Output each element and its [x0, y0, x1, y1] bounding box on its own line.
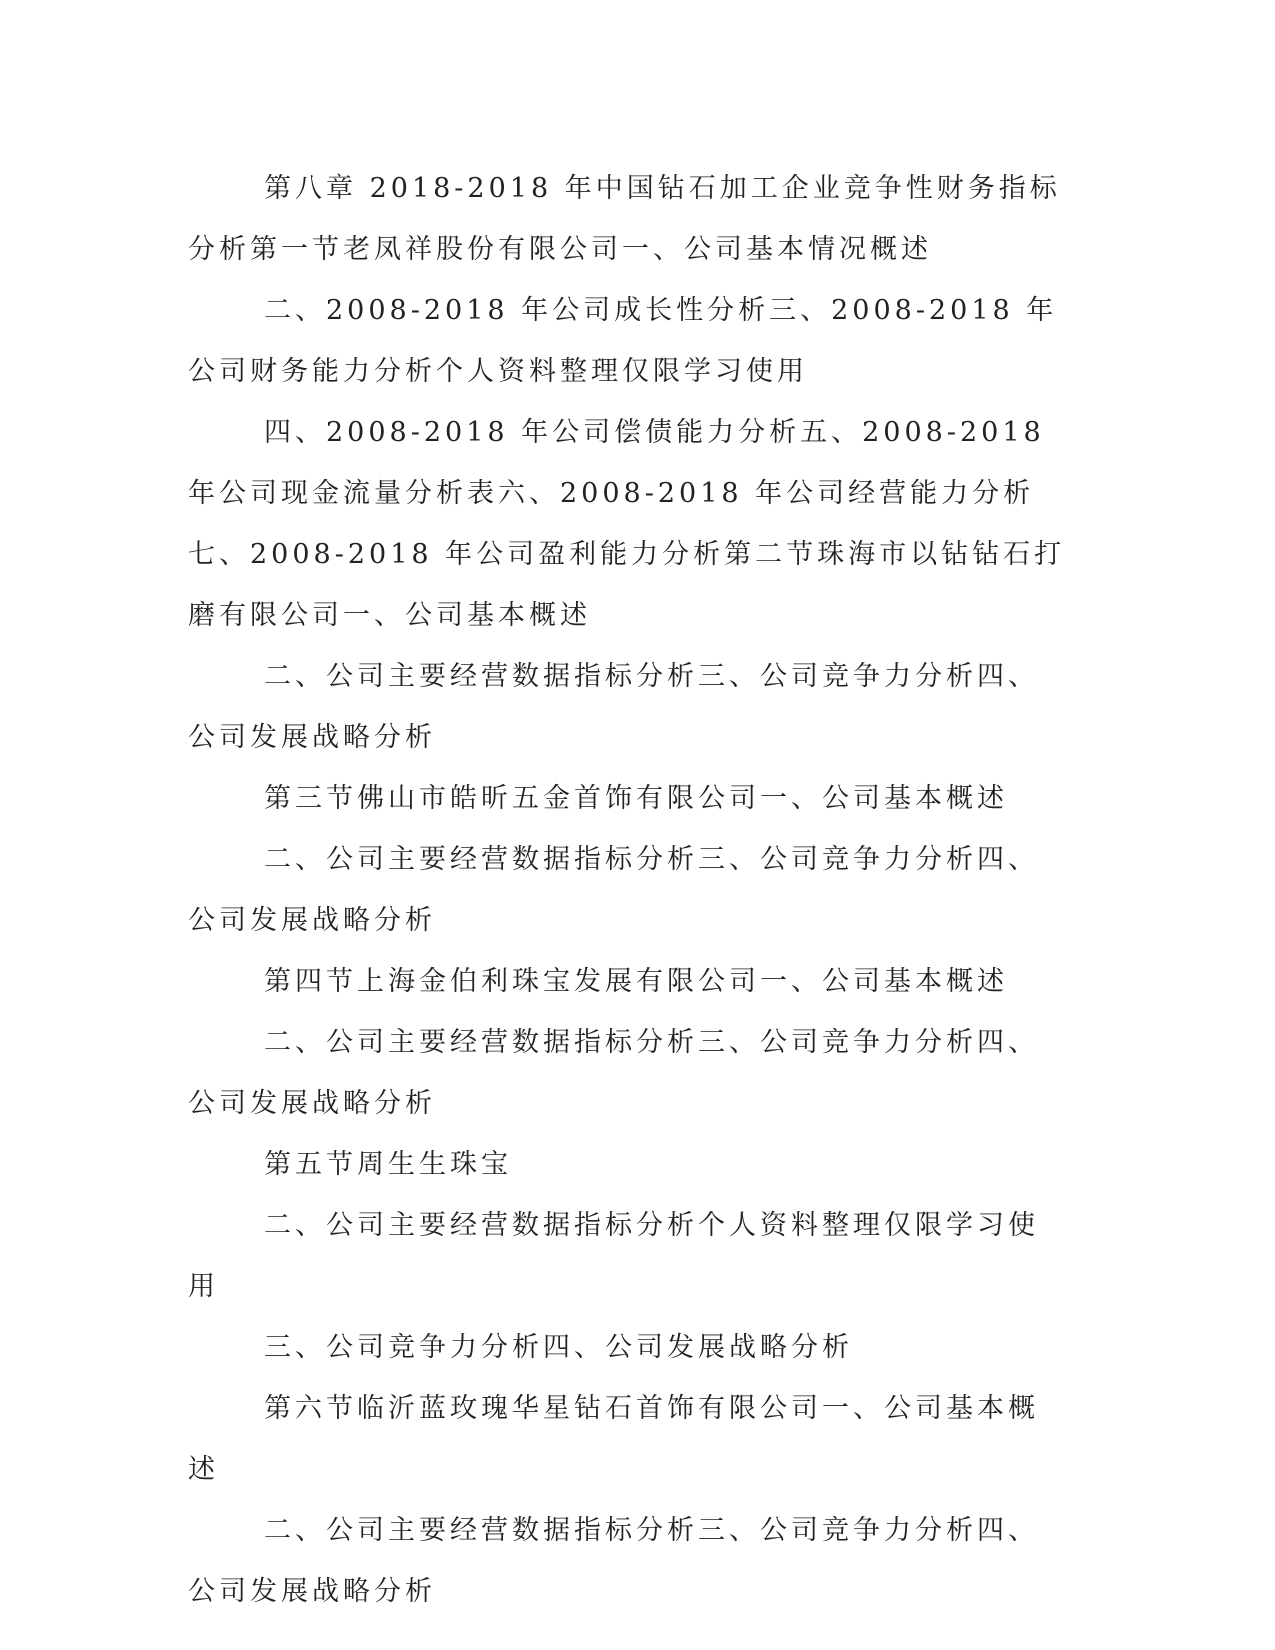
paragraph: 三、公司竞争力分析四、公司发展战略分析: [264, 1332, 853, 1363]
paragraph: 第四节上海金伯利珠宝发展有限公司一、公司基本概述: [264, 966, 1008, 997]
paragraph: 二、2008-2018 年公司成长性分析三、2008-2018 年公司财务能力分析个人资料整理仅限学习使用: [188, 295, 1058, 387]
document-body: [188, 158, 1068, 1622]
paragraph: 四、2008-2018 年公司偿债能力分析五、2008-2018 年公司现金流量分析表六、2008-2018 年公司经营能力分析七、2008-2018 年公司盈利能力分析第二节珠海市以钻钻石打磨有限公司一、公司基本概述: [188, 417, 1066, 631]
paragraph: 第五节周生生珠宝: [264, 1149, 512, 1180]
paragraph: 第三节佛山市皓昕五金首饰有限公司一、公司基本概述: [264, 783, 1008, 814]
paragraph: 二、公司主要经营数据指标分析三、公司竞争力分析四、公司发展战略分析: [188, 844, 1039, 936]
paragraph: 二、公司主要经营数据指标分析三、公司竞争力分析四、公司发展战略分析: [188, 1027, 1039, 1119]
paragraph: 二、公司主要经营数据指标分析三、公司竞争力分析四、公司发展战略分析: [188, 1515, 1039, 1607]
paragraph: 二、公司主要经营数据指标分析个人资料整理仅限学习使用: [188, 1210, 1039, 1302]
paragraph: 二、公司主要经营数据指标分析三、公司竞争力分析四、公司发展战略分析: [188, 661, 1039, 753]
paragraph: 第六节临沂蓝玫瑰华星钻石首饰有限公司一、公司基本概述: [188, 1393, 1039, 1485]
paragraph: 第八章 2018-2018 年中国钻石加工企业竞争性财务指标分析第一节老凤祥股份有限公司一、公司基本情况概述: [188, 173, 1061, 265]
